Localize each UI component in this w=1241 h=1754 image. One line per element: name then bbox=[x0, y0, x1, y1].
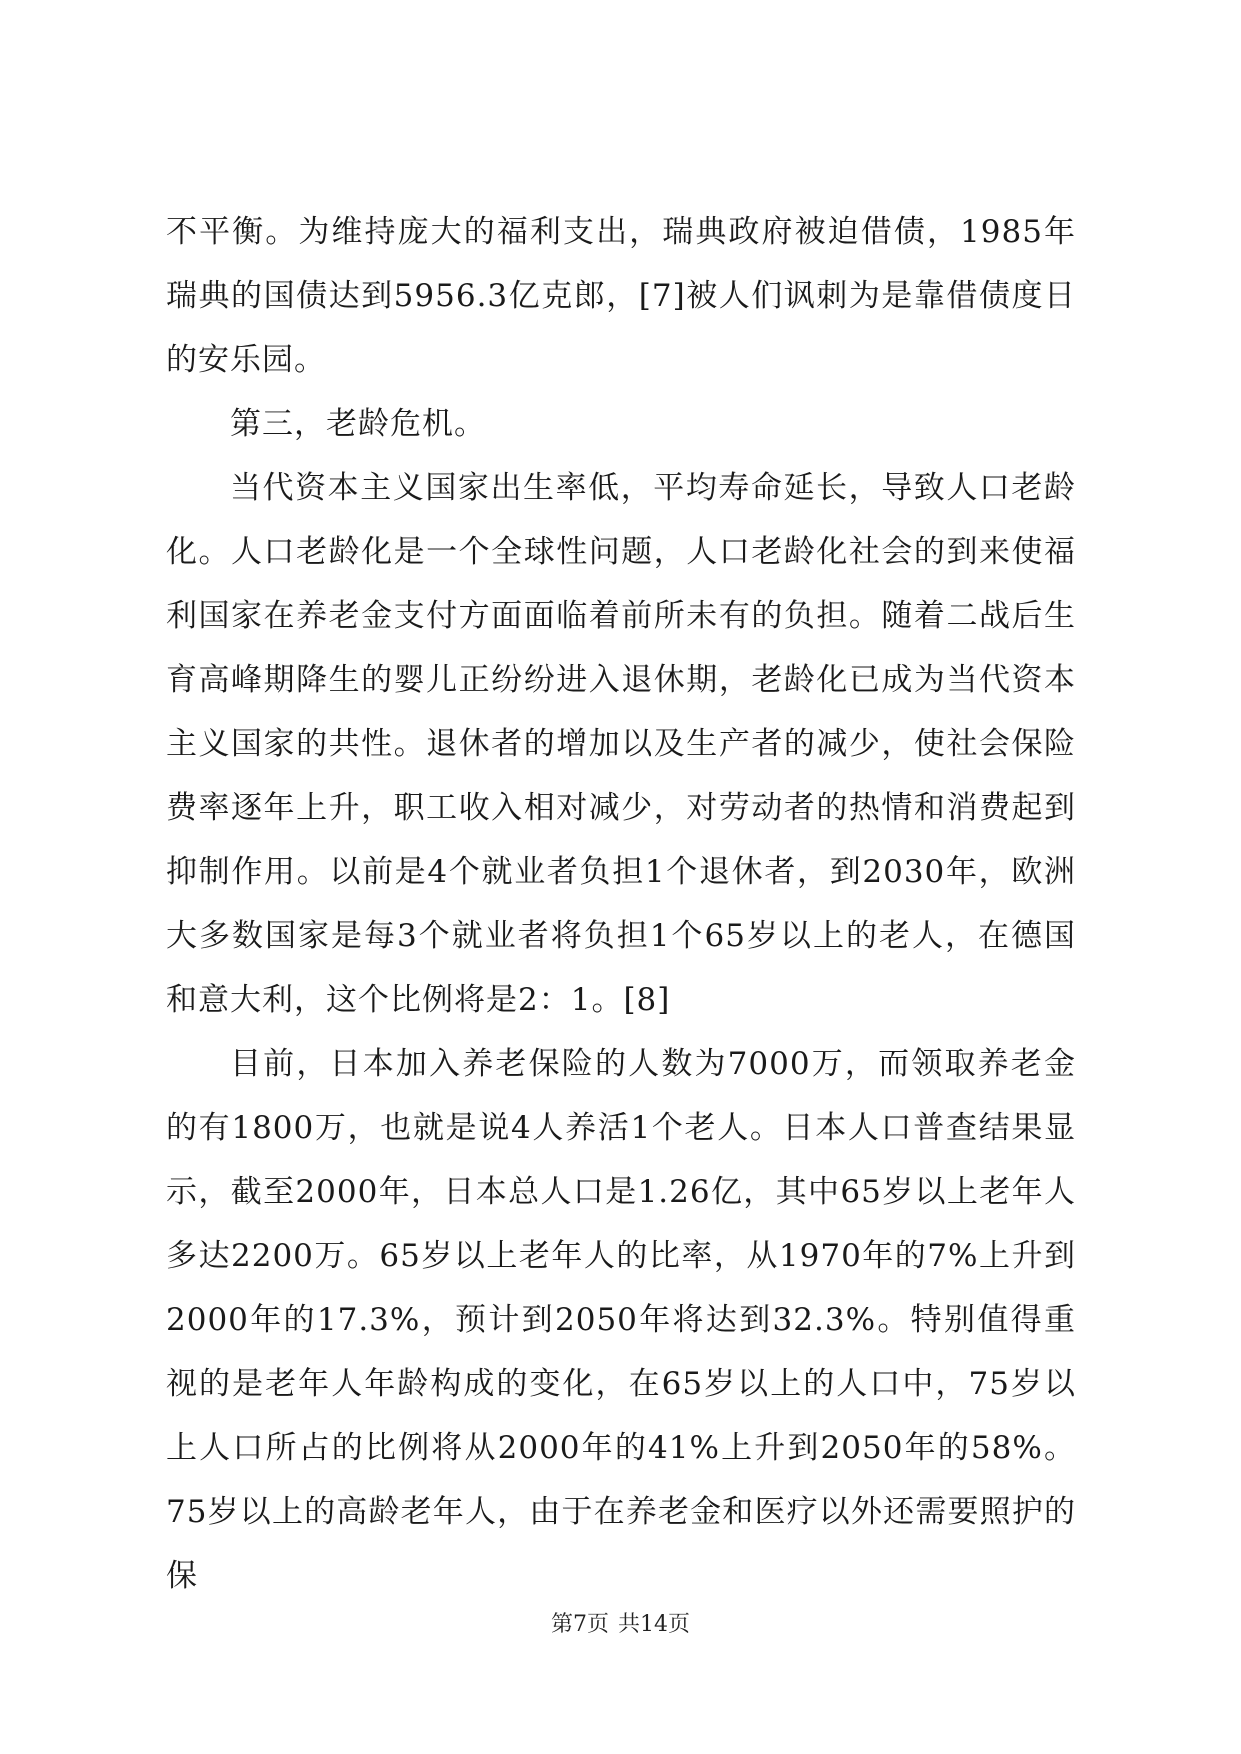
page-number-footer: 第7页 共14页 bbox=[551, 1612, 690, 1637]
section-heading-aging-crisis: 第三，老龄危机。 bbox=[230, 406, 486, 442]
paragraph-japan-statistics: 目前，日本加入养老保险的人数为7000万，而领取养老金的有1800万，也就是说4人养活1个老人。日本人口普查结果显示，截至2000年，日本总人口是1.26亿，其中65岁以上老年人多达2200万。65岁以上老年人的比率，从1970年的7%上升到2000年的17.3%，预计到2050年将达到32.3%。特别值得重视的是老年人年龄构成的变化，在65岁以上的人口中，75岁以上人口所占的比例将从2000年的41%上升到2050年的58%。75岁以上的高龄老年人，由于在养老金和医疗以外还需要照护的保 bbox=[166, 1046, 1076, 1594]
paragraph-continuation: 不平衡。为维持庞大的福利支出，瑞典政府被迫借债，1985年瑞典的国债达到5956.3亿克郎，[7]被人们讽刺为是靠借债度日的安乐园。 bbox=[166, 214, 1076, 378]
paragraph-aging-overview: 当代资本主义国家出生率低，平均寿命延长，导致人口老龄化。人口老龄化是一个全球性问题，人口老龄化社会的到来使福利国家在养老金支付方面面临着前所未有的负担。随着二战后生育高峰期降生的婴儿正纷纷进入退休期，老龄化已成为当代资本主义国家的共性。退休者的增加以及生产者的减少，使社会保险费率逐年上升，职工收入相对减少，对劳动者的热情和消费起到抑制作用。以前是4个就业者负担1个退休者，到2030年，欧洲大多数国家是每3个就业者将负担1个65岁以上的老人，在德国和意大利，这个比例将是2：1。[8] bbox=[166, 470, 1076, 1018]
body-text bbox=[166, 200, 1076, 1608]
